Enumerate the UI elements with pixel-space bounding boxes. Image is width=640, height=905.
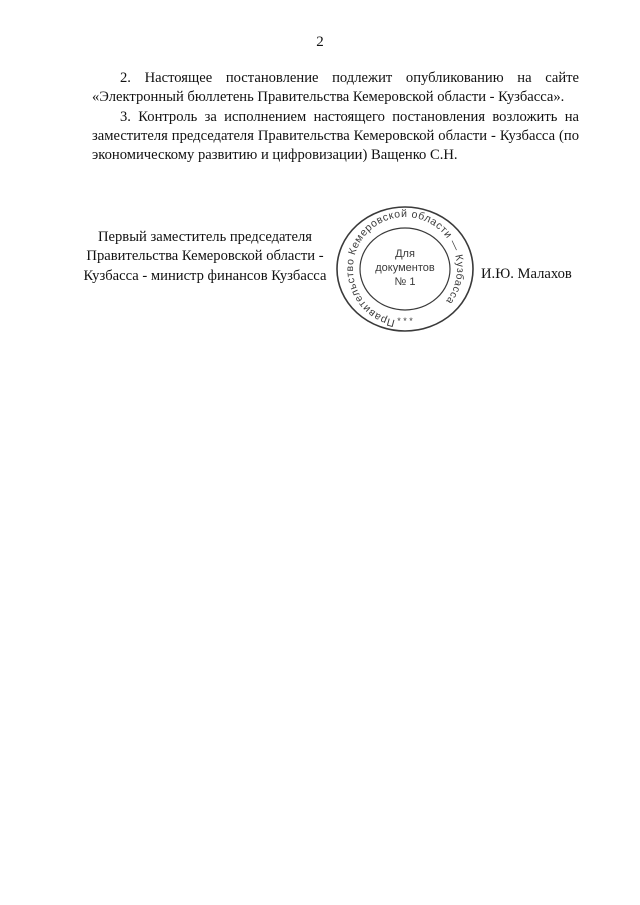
seal-center-line: № 1 (394, 276, 416, 288)
signer-position (60, 228, 350, 286)
signer-name: И.Ю. Малахов (481, 266, 572, 282)
paragraph-publication: 2. Настоящее постановление подлежит опубликованию на сайте «Электронный бюллетень Правительства Кемеровской области - Кузбасса». (92, 70, 579, 106)
seal-center-line: документов (375, 262, 435, 274)
document-body (92, 69, 579, 165)
official-seal (334, 204, 476, 334)
page-number: 2 (316, 34, 324, 50)
signer-position-line: Правительства Кемеровской области - (86, 248, 324, 265)
seal-ring-textpath: Правительство Кемеровской области — Кузбасса (343, 207, 467, 329)
seal-center-line: Для (395, 248, 415, 260)
signer-position-line: Первый заместитель председателя (97, 229, 313, 245)
official-seal-graphic (334, 204, 476, 334)
signer-position-line: Кузбасса - министр финансов Кузбасса (83, 267, 327, 284)
paragraph-control: 3. Контроль за исполнением настоящего постановления возложить на заместителя председателя Правительства Кемеровской области - Кузбасса (по экономическому развитию и цифровизации) Ващенко С.Н. (92, 108, 579, 164)
seal-stars: * * * (397, 316, 413, 326)
